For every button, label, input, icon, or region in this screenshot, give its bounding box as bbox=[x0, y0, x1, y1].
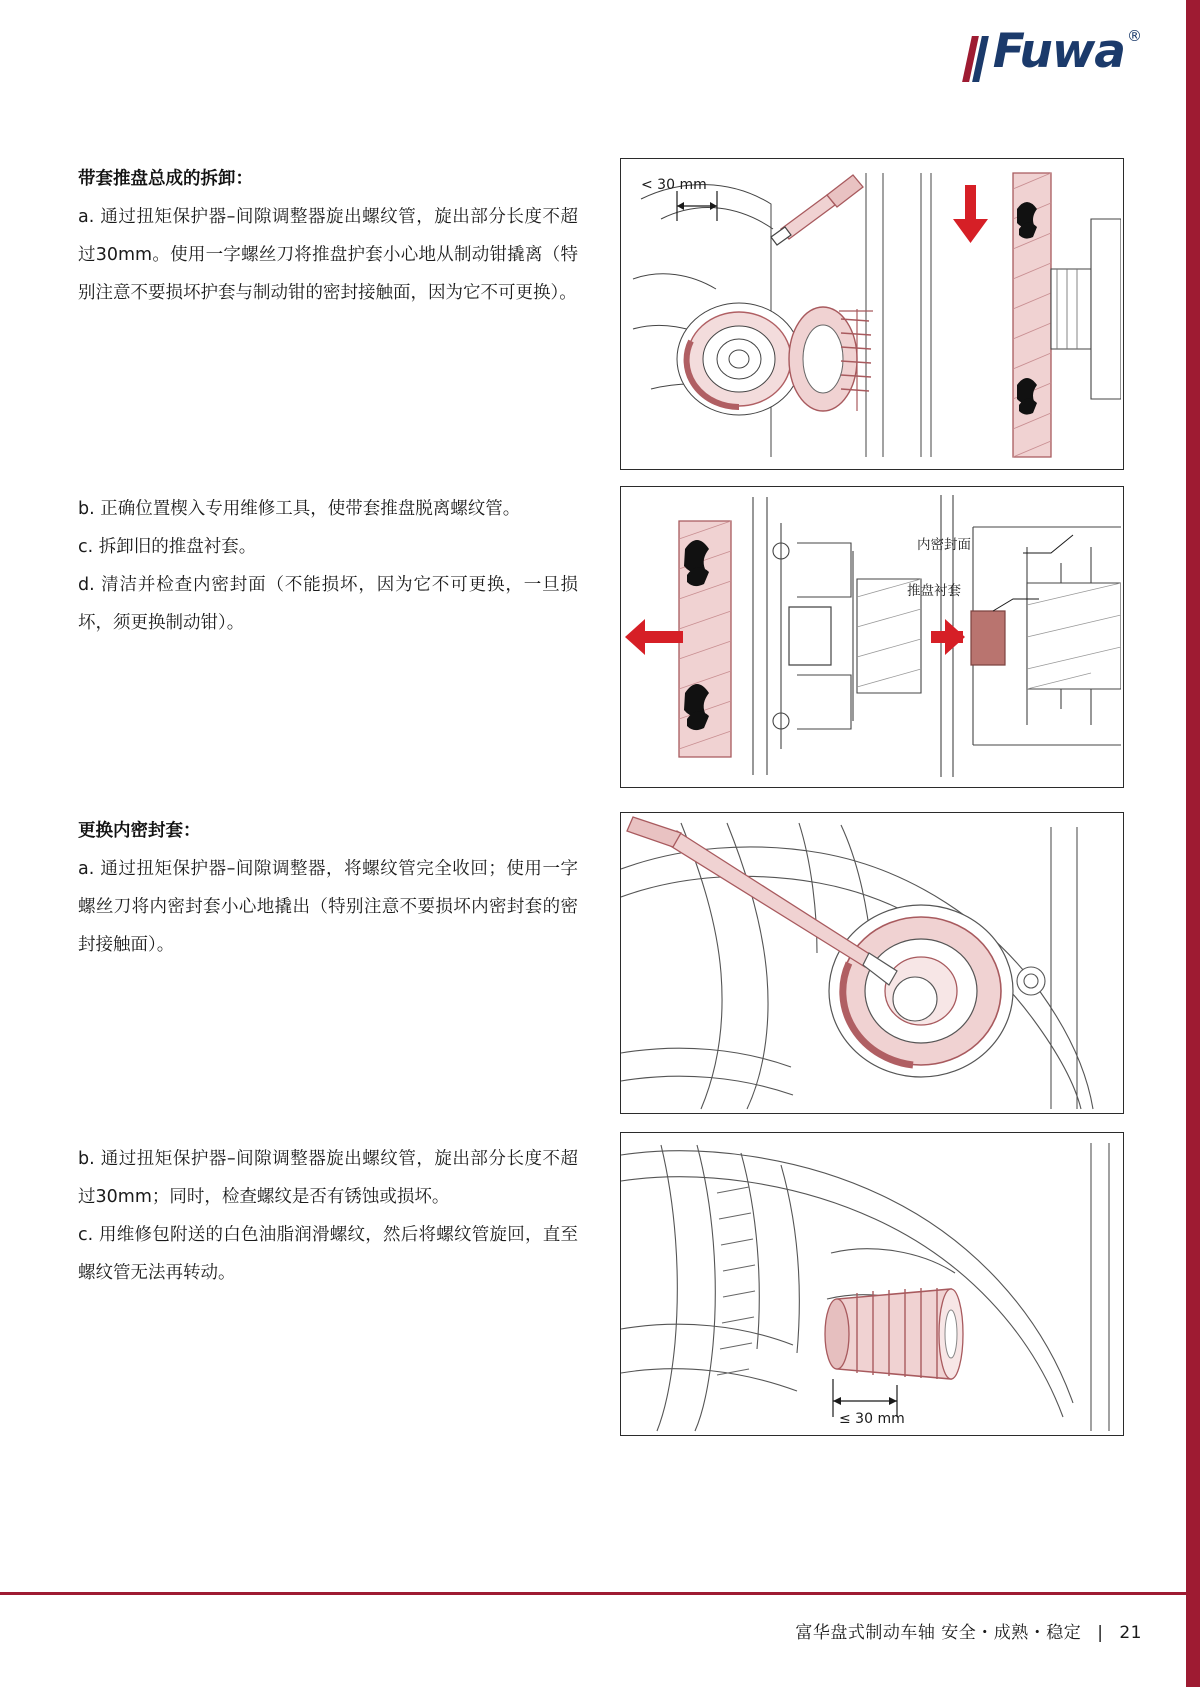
figure-1-illustration bbox=[621, 159, 1121, 467]
footer-divider bbox=[0, 1592, 1200, 1595]
section-4-text bbox=[78, 1140, 578, 1292]
section-3-paragraph-a: a. 通过扭矩保护器–间隙调整器，将螺纹管完全收回；使用一字螺丝刀将内密封套小心地撬出（特别注意不要损坏内密封套的密封接触面）。 bbox=[78, 859, 578, 955]
section-2-paragraph-d: d. 清洁并检查内密封面（不能损坏，因为它不可更换，一旦损坏，须更换制动钳）。 bbox=[78, 575, 578, 633]
section-1-title: 带套推盘总成的拆卸： bbox=[78, 169, 253, 189]
section-2-paragraph-c: c. 拆卸旧的推盘衬套。 bbox=[78, 537, 257, 557]
page-number: 21 bbox=[1119, 1623, 1142, 1643]
section-1-paragraph-a: a. 通过扭矩保护器–间隙调整器旋出螺纹管，旋出部分长度不超过30mm。使用一字螺丝刀将推盘护套小心地从制动钳撬离（特别注意不要损坏护套与制动钳的密封接触面，因为它不可更换）。 bbox=[78, 207, 578, 303]
figure-3-seal-sleeve-removal bbox=[620, 812, 1124, 1114]
footer-tagline: 富华盘式制动车轴 安全・成熟・稳定 bbox=[795, 1623, 1082, 1643]
right-accent-bar bbox=[1186, 0, 1200, 1687]
figure-2-inner-seal-face bbox=[620, 486, 1124, 788]
section-2-text bbox=[78, 490, 578, 642]
section-2-paragraph-b: b. 正确位置楔入专用维修工具，使带套推盘脱离螺纹管。 bbox=[78, 499, 521, 519]
footer bbox=[795, 1618, 1142, 1643]
figure-4-illustration bbox=[621, 1133, 1121, 1433]
logo-registered-mark: ® bbox=[1127, 27, 1142, 45]
figure-2-illustration bbox=[621, 487, 1121, 785]
figure-2-callout-inner-seal: 内密封面 bbox=[917, 537, 971, 553]
logo-bars-icon bbox=[967, 26, 987, 82]
section-1-text bbox=[78, 160, 578, 312]
right-accent-bar-gap bbox=[1183, 0, 1186, 1687]
figure-3-illustration bbox=[621, 813, 1121, 1111]
figure-1-pushplate-removal bbox=[620, 158, 1124, 470]
figure-2-callout-bush: 推盘衬套 bbox=[907, 583, 961, 599]
figure-4-thread-tube-extension bbox=[620, 1132, 1124, 1436]
section-3-title: 更换内密封套： bbox=[78, 821, 201, 841]
section-3-text bbox=[78, 812, 578, 964]
brand-logo bbox=[967, 26, 1142, 82]
section-4-paragraph-c: c. 用维修包附送的白色油脂润滑螺纹，然后将螺纹管旋回，直至螺纹管无法再转动。 bbox=[78, 1225, 578, 1283]
footer-separator: | bbox=[1097, 1623, 1104, 1643]
section-4-paragraph-b: b. 通过扭矩保护器–间隙调整器旋出螺纹管，旋出部分长度不超过30mm；同时，检查螺纹是否有锈蚀或损坏。 bbox=[78, 1149, 578, 1207]
figure-4-dimension-label: ≤ 30 mm bbox=[839, 1411, 905, 1427]
figure-1-dimension-label: < 30 mm bbox=[641, 177, 707, 193]
logo-wordmark: Fuwa bbox=[992, 24, 1125, 79]
